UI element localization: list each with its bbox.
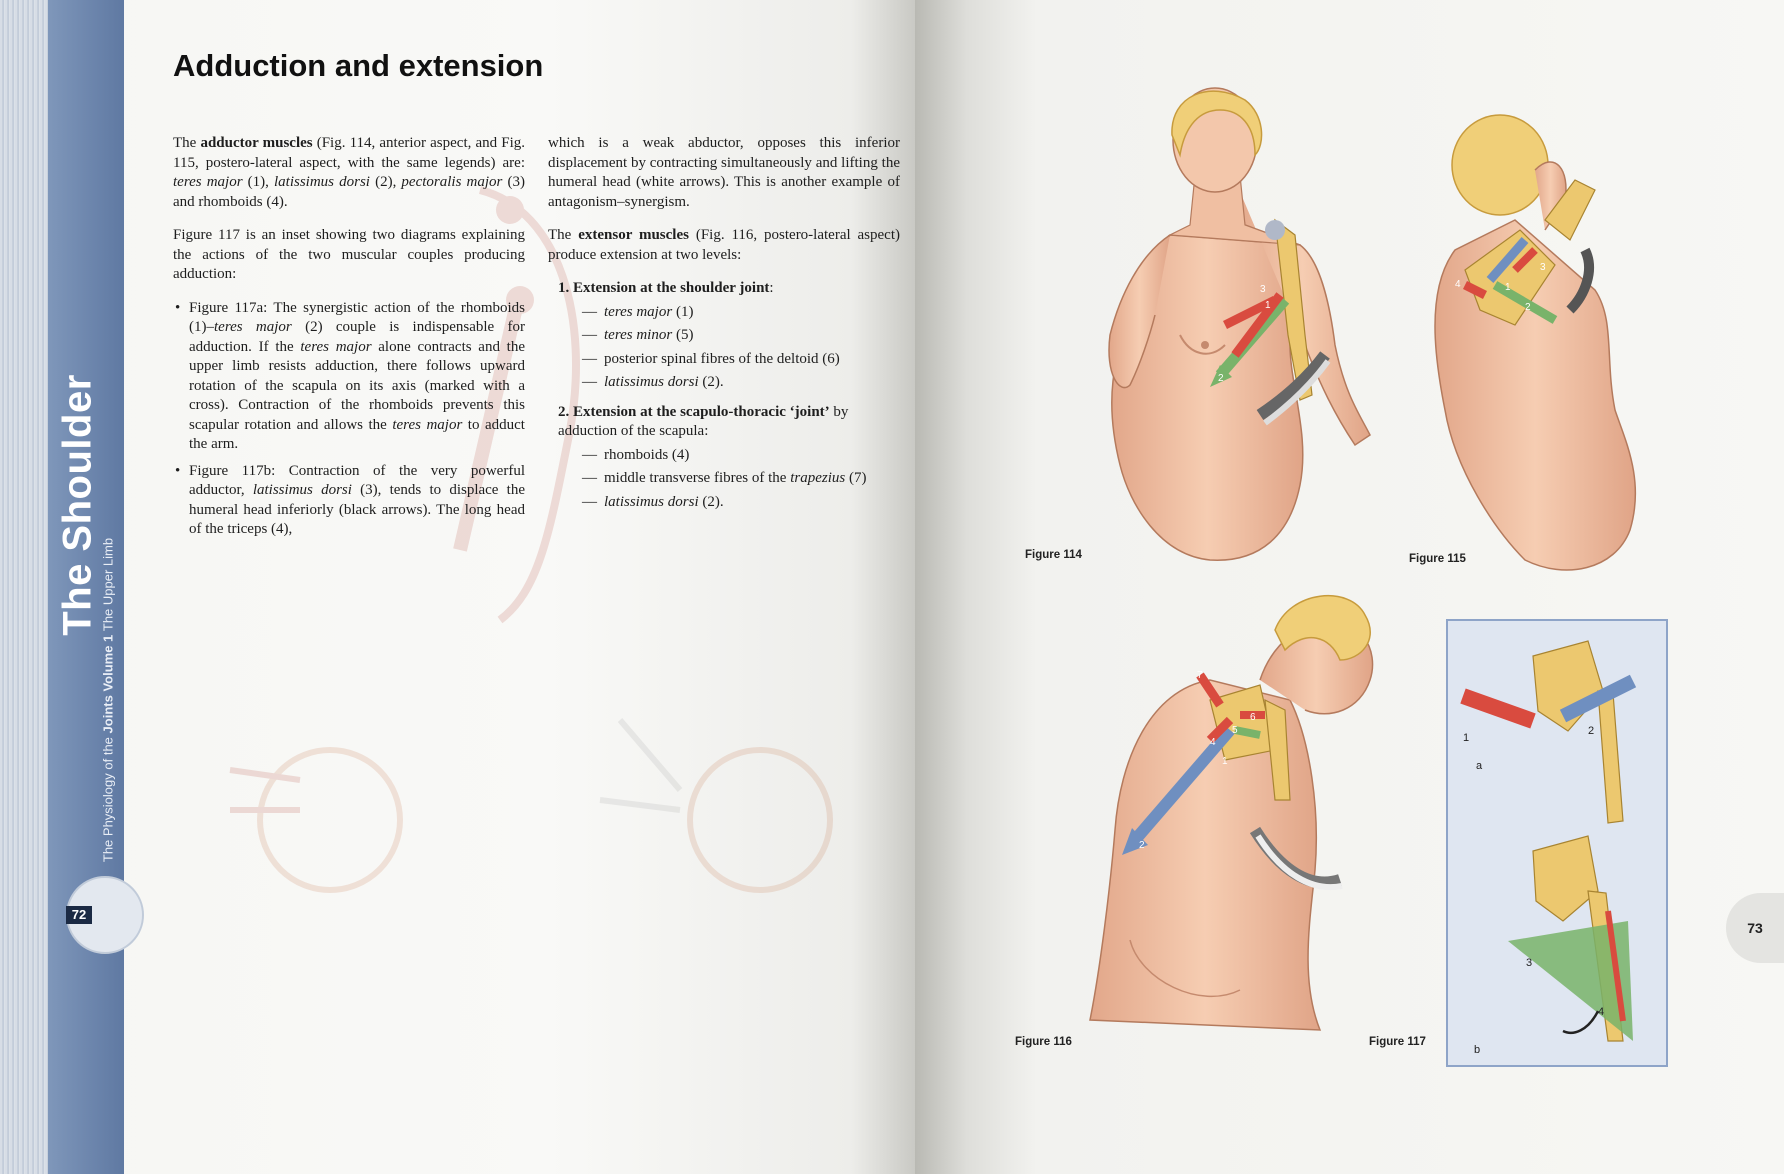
- extension-level-2-title: 2. Extension at the scapulo-thoracic ‘joint’ by adduction of the scapula:: [558, 403, 849, 439]
- marker-2: 2: [1218, 373, 1224, 384]
- figure-116-label: Figure 116: [1015, 1036, 1072, 1048]
- list-item: — teres minor (5): [582, 326, 900, 346]
- figure-117-inset: [1446, 619, 1668, 1067]
- marker-3: 3: [1260, 284, 1266, 295]
- paragraph-figure-117: Figure 117 is an inset showing two diagrams explaining the actions of the two muscular couples producing adduction:: [173, 227, 525, 282]
- extension-level-2-list: [582, 446, 900, 513]
- marker-4: 4: [1210, 737, 1216, 748]
- fig117-label-1: 1: [1463, 732, 1470, 744]
- figure-115-illustration: [1395, 110, 1695, 580]
- figure-115-label: Figure 115: [1409, 553, 1466, 565]
- chapter-title-vertical: The Shoulder: [55, 374, 100, 636]
- figure-114-illustration: [1060, 85, 1390, 565]
- text-column-1: [173, 134, 525, 547]
- marker-4: 4: [1455, 279, 1461, 290]
- marker-3: 3: [1540, 262, 1546, 273]
- fig117-label-2: 2: [1588, 725, 1595, 737]
- marker-1: 1: [1222, 756, 1228, 767]
- list-item: — latissimus dorsi (2).: [582, 373, 900, 393]
- marker-1: 1: [1505, 282, 1511, 293]
- marker-5: 5: [1232, 725, 1238, 736]
- list-item: — rhomboids (4): [582, 446, 900, 466]
- list-item: — latissimus dorsi (2).: [582, 493, 900, 513]
- figure-116-illustration: [1060, 590, 1430, 1050]
- fig117-label-3: 3: [1526, 957, 1533, 969]
- page-edge-stack: [0, 0, 48, 1174]
- adduction-bullets: [173, 299, 525, 540]
- paragraph-antagonism: which is a weak abductor, opposes this inferior displacement by contracting simultaneously and lifting the humeral head (white arrows). This is another example of antagonism–synergism.: [548, 135, 900, 210]
- bullet-117b: • Figure 117b: Contraction of the very powerful adductor, latissimus dorsi (3), tends to displace the humeral head inferiorly (black arrows). The long head of the triceps (4),: [173, 462, 525, 540]
- paragraph-adductor-muscles: The adductor muscles (Fig. 114, anterior aspect, and Fig. 115, postero-lateral aspect, with the same legends) are: teres major (1), latissimus dorsi (2), pectoralis major (3) and rhomboids (4).: [173, 135, 525, 210]
- marker-7: 7: [1197, 670, 1203, 681]
- marker-2: 2: [1139, 840, 1145, 851]
- page-number-right: 73: [1726, 893, 1784, 963]
- show-through-diagram: [200, 700, 900, 960]
- page-heading: Adduction and extension: [173, 48, 544, 83]
- marker-2: 2: [1525, 302, 1531, 313]
- fig117-label-4: 4: [1598, 1006, 1605, 1018]
- text-column-2: [548, 134, 900, 522]
- list-item: — posterior spinal fibres of the deltoid (6): [582, 350, 900, 370]
- figure-117-diagrams: [1448, 621, 1666, 1065]
- figure-114-label: Figure 114: [1025, 549, 1082, 561]
- marker-6: 6: [1250, 712, 1256, 723]
- fig117-label-b: b: [1474, 1044, 1481, 1056]
- list-item: — teres major (1): [582, 303, 900, 323]
- extension-level-1-title: 1. Extension at the shoulder joint:: [558, 280, 774, 296]
- extension-level-1-list: [582, 303, 900, 393]
- paragraph-extensor-muscles: The extensor muscles (Fig. 116, postero-lateral aspect) produce extension at two levels:: [548, 227, 900, 263]
- list-item: — middle transverse fibres of the trapezius (7): [582, 469, 900, 489]
- fig117-label-a: a: [1476, 760, 1483, 772]
- figure-117-label: Figure 117: [1369, 1036, 1426, 1048]
- book-subtitle-vertical: The Physiology of the Joints Volume 1 The Upper Limb: [100, 537, 116, 863]
- page-number-left: 72: [66, 906, 92, 924]
- bullet-117a: • Figure 117a: The synergistic action of the rhomboids (1)–teres major (2) couple is indispensable for adduction. If the teres major alone contracts and the upper limb resists adduction, there follows upward rotation of the scapula on its axis (marked with a cross). Contraction of the rhomboids prevents this scapular rotation and allows the teres major to adduct the arm.: [173, 299, 525, 455]
- marker-1: 1: [1265, 300, 1271, 311]
